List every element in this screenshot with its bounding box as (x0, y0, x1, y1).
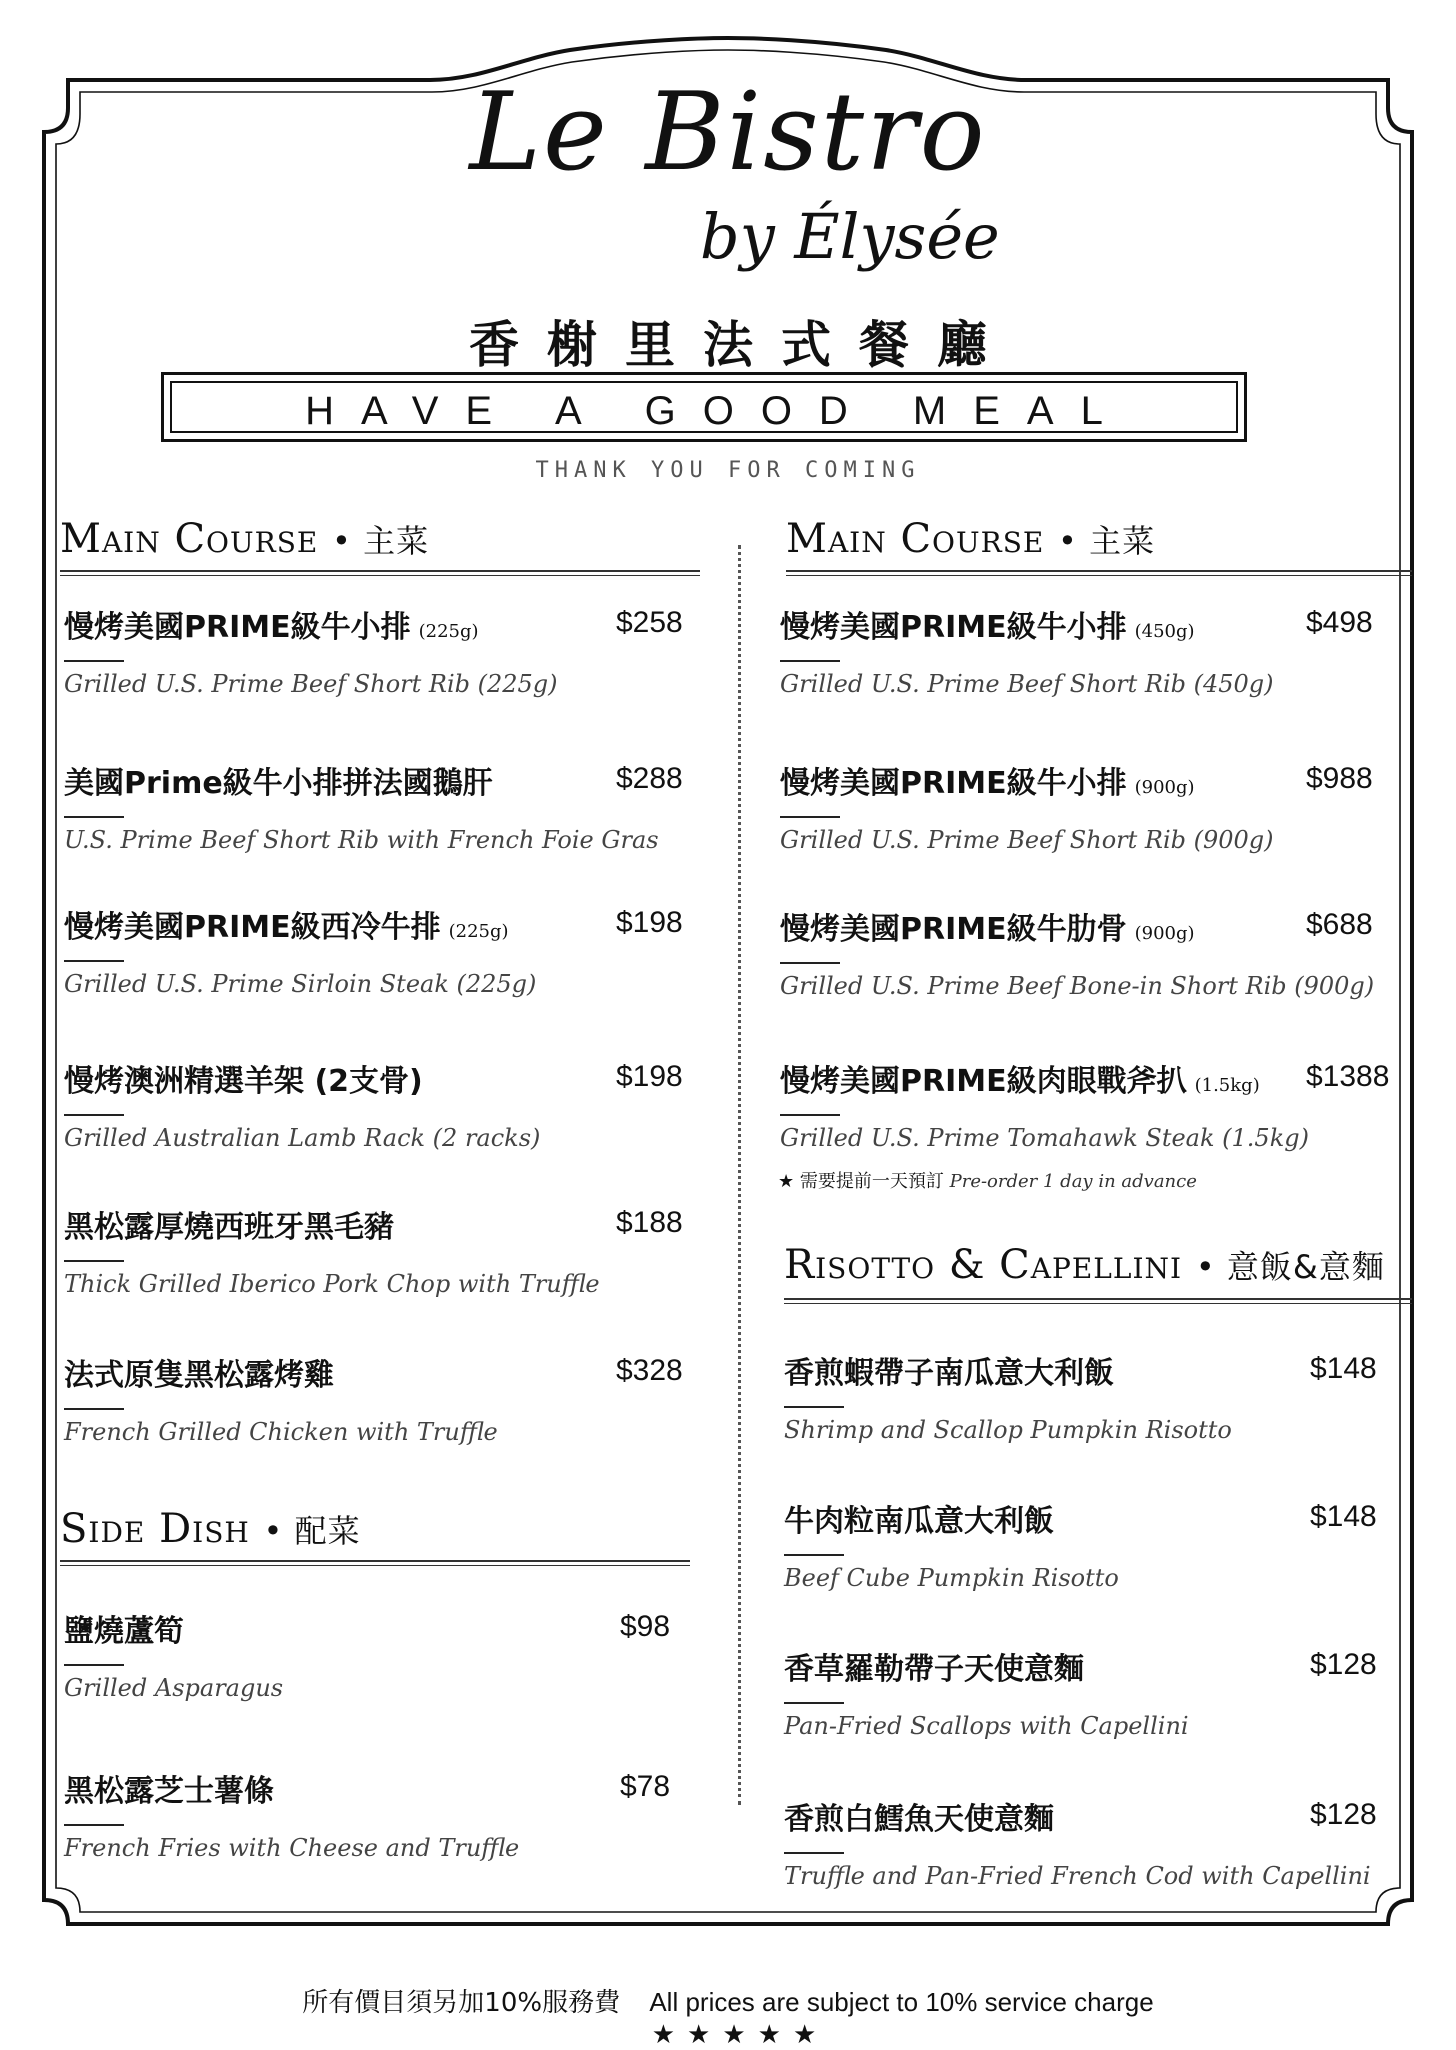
item-price: $198 (616, 906, 683, 939)
logo-title: Le Bistro (469, 70, 987, 195)
service-charge-cn: 所有價目須另加10%服務費 (302, 1988, 621, 2018)
item-name-cn: 黑松露厚燒西班牙黑毛豬 (64, 1210, 394, 1245)
service-charge-note (0, 1982, 1456, 2019)
item-price: $188 (616, 1206, 683, 1239)
item-rule (784, 1852, 844, 1854)
section-title-main-left (60, 516, 429, 562)
section-title-cn: • 主菜 (332, 522, 430, 560)
section-title-cn: • 配菜 (263, 1512, 361, 1550)
item-price: $148 (1310, 1500, 1377, 1533)
item-rule (780, 660, 840, 662)
item-name-en: Beef Cube Pumpkin Risotto (784, 1564, 1119, 1592)
item-name-cn: 牛肉粒南瓜意大利飯 (784, 1504, 1054, 1539)
item-name-en: Grilled U.S. Prime Beef Short Rib (450g) (780, 670, 1274, 698)
item-rule (64, 660, 124, 662)
section-title-side (60, 1506, 361, 1552)
footer-stars: ★★★★★ (651, 2020, 829, 2050)
item-rule (780, 962, 840, 964)
tagline: HAVE A GOOD MEAL (305, 389, 1130, 433)
item-name-en: Pan-Fried Scallops with Capellini (784, 1712, 1189, 1740)
item-rule (64, 816, 124, 818)
section-title-text: Main Course (786, 516, 1045, 562)
preorder-note (778, 1167, 1197, 1193)
item-name-cn: 慢烤美國PRIME級牛肋骨 (900g) (780, 912, 1195, 947)
item-name-cn: 香草羅勒帶子天使意麵 (784, 1652, 1084, 1687)
logo-subtitle: by Élysée (700, 200, 1000, 273)
item-name-en: U.S. Prime Beef Short Rib with French Foie Gras (64, 826, 659, 854)
item-price: $98 (620, 1610, 671, 1643)
section-title-text: Risotto & Capellini (784, 1242, 1183, 1288)
item-name-en: Thick Grilled Iberico Pork Chop with Truffle (64, 1270, 600, 1298)
item-price: $258 (616, 606, 683, 639)
item-rule (784, 1406, 844, 1408)
item-price: $328 (616, 1354, 683, 1387)
item-price: $1388 (1306, 1060, 1390, 1093)
service-charge-en: All prices are subject to 10% service charge (649, 1987, 1154, 2017)
item-price: $198 (616, 1060, 683, 1093)
item-name-cn: 鹽燒蘆筍 (64, 1614, 184, 1649)
item-price: $128 (1310, 1648, 1377, 1681)
item-name-en: Truffle and Pan-Fried French Cod with Capellini (784, 1862, 1371, 1890)
item-name-cn: 法式原隻黑松露烤雞 (64, 1358, 334, 1393)
item-name-en: Grilled U.S. Prime Beef Short Rib (225g) (64, 670, 558, 698)
item-price: $688 (1306, 908, 1373, 941)
item-rule (784, 1554, 844, 1556)
item-price: $128 (1310, 1798, 1377, 1831)
item-name-en: Grilled U.S. Prime Beef Short Rib (900g) (780, 826, 1274, 854)
item-name-en: Grilled U.S. Prime Sirloin Steak (225g) (64, 970, 537, 998)
restaurant-name-cn: 香榭里法式餐廳 (469, 316, 1015, 374)
item-name-cn: 慢烤美國PRIME級牛小排 (900g) (780, 766, 1195, 801)
star-icon: ★ (778, 1171, 795, 1192)
item-name-cn: 美國Prime級牛小排拼法國鵝肝 (64, 766, 493, 801)
item-rule (780, 1114, 840, 1116)
item-rule (780, 816, 840, 818)
item-price: $78 (620, 1770, 671, 1803)
tagline-banner (161, 372, 1247, 442)
item-rule (64, 1824, 124, 1826)
item-name-cn: 香煎蝦帶子南瓜意大利飯 (784, 1356, 1114, 1391)
item-name-cn: 慢烤美國PRIME級西冷牛排 (225g) (64, 910, 509, 945)
item-price: $498 (1306, 606, 1373, 639)
section-rule (60, 1560, 690, 1566)
item-rule (64, 1664, 124, 1666)
item-rule (784, 1702, 844, 1704)
item-name-en: Grilled Asparagus (64, 1674, 284, 1702)
item-rule (64, 1408, 124, 1410)
section-title-cn: • 意飯&意麵 (1195, 1248, 1385, 1286)
section-title-risotto (784, 1242, 1385, 1288)
section-title-text: Main Course (60, 516, 319, 562)
item-price: $148 (1310, 1352, 1377, 1385)
item-name-en: Shrimp and Scallop Pumpkin Risotto (784, 1416, 1232, 1444)
item-name-cn: 慢烤美國PRIME級牛小排 (450g) (780, 610, 1195, 645)
item-name-en: French Fries with Cheese and Truffle (64, 1834, 520, 1862)
item-name-cn: 慢烤澳洲精選羊架 (2支骨) (64, 1064, 423, 1099)
preorder-note-en: Pre-order 1 day in advance (949, 1171, 1197, 1192)
section-rule (60, 570, 700, 576)
item-rule (64, 960, 124, 962)
section-rule (784, 1298, 1412, 1304)
item-price: $288 (616, 762, 683, 795)
item-name-en: Grilled Australian Lamb Rack (2 racks) (64, 1124, 541, 1152)
section-rule (786, 570, 1412, 576)
item-price: $988 (1306, 762, 1373, 795)
item-name-en: Grilled U.S. Prime Beef Bone-in Short Rib (900g) (780, 972, 1375, 1000)
item-rule (64, 1114, 124, 1116)
item-name-en: French Grilled Chicken with Truffle (64, 1418, 498, 1446)
item-rule (64, 1260, 124, 1262)
preorder-note-cn: 需要提前一天預訂 (799, 1171, 944, 1192)
column-divider (738, 545, 741, 1805)
item-name-cn: 慢烤美國PRIME級肉眼戰斧扒 (1.5kg) (780, 1064, 1260, 1099)
thanks-line: THANK YOU FOR COMING (535, 458, 921, 483)
item-name-cn: 慢烤美國PRIME級牛小排 (225g) (64, 610, 479, 645)
section-title-main-right (786, 516, 1155, 562)
section-title-text: Side Dish (60, 1506, 250, 1552)
item-name-en: Grilled U.S. Prime Tomahawk Steak (1.5kg) (780, 1124, 1309, 1152)
item-name-cn: 香煎白鱈魚天使意麵 (784, 1802, 1054, 1837)
section-title-cn: • 主菜 (1058, 522, 1156, 560)
item-name-cn: 黑松露芝士薯條 (64, 1774, 274, 1809)
